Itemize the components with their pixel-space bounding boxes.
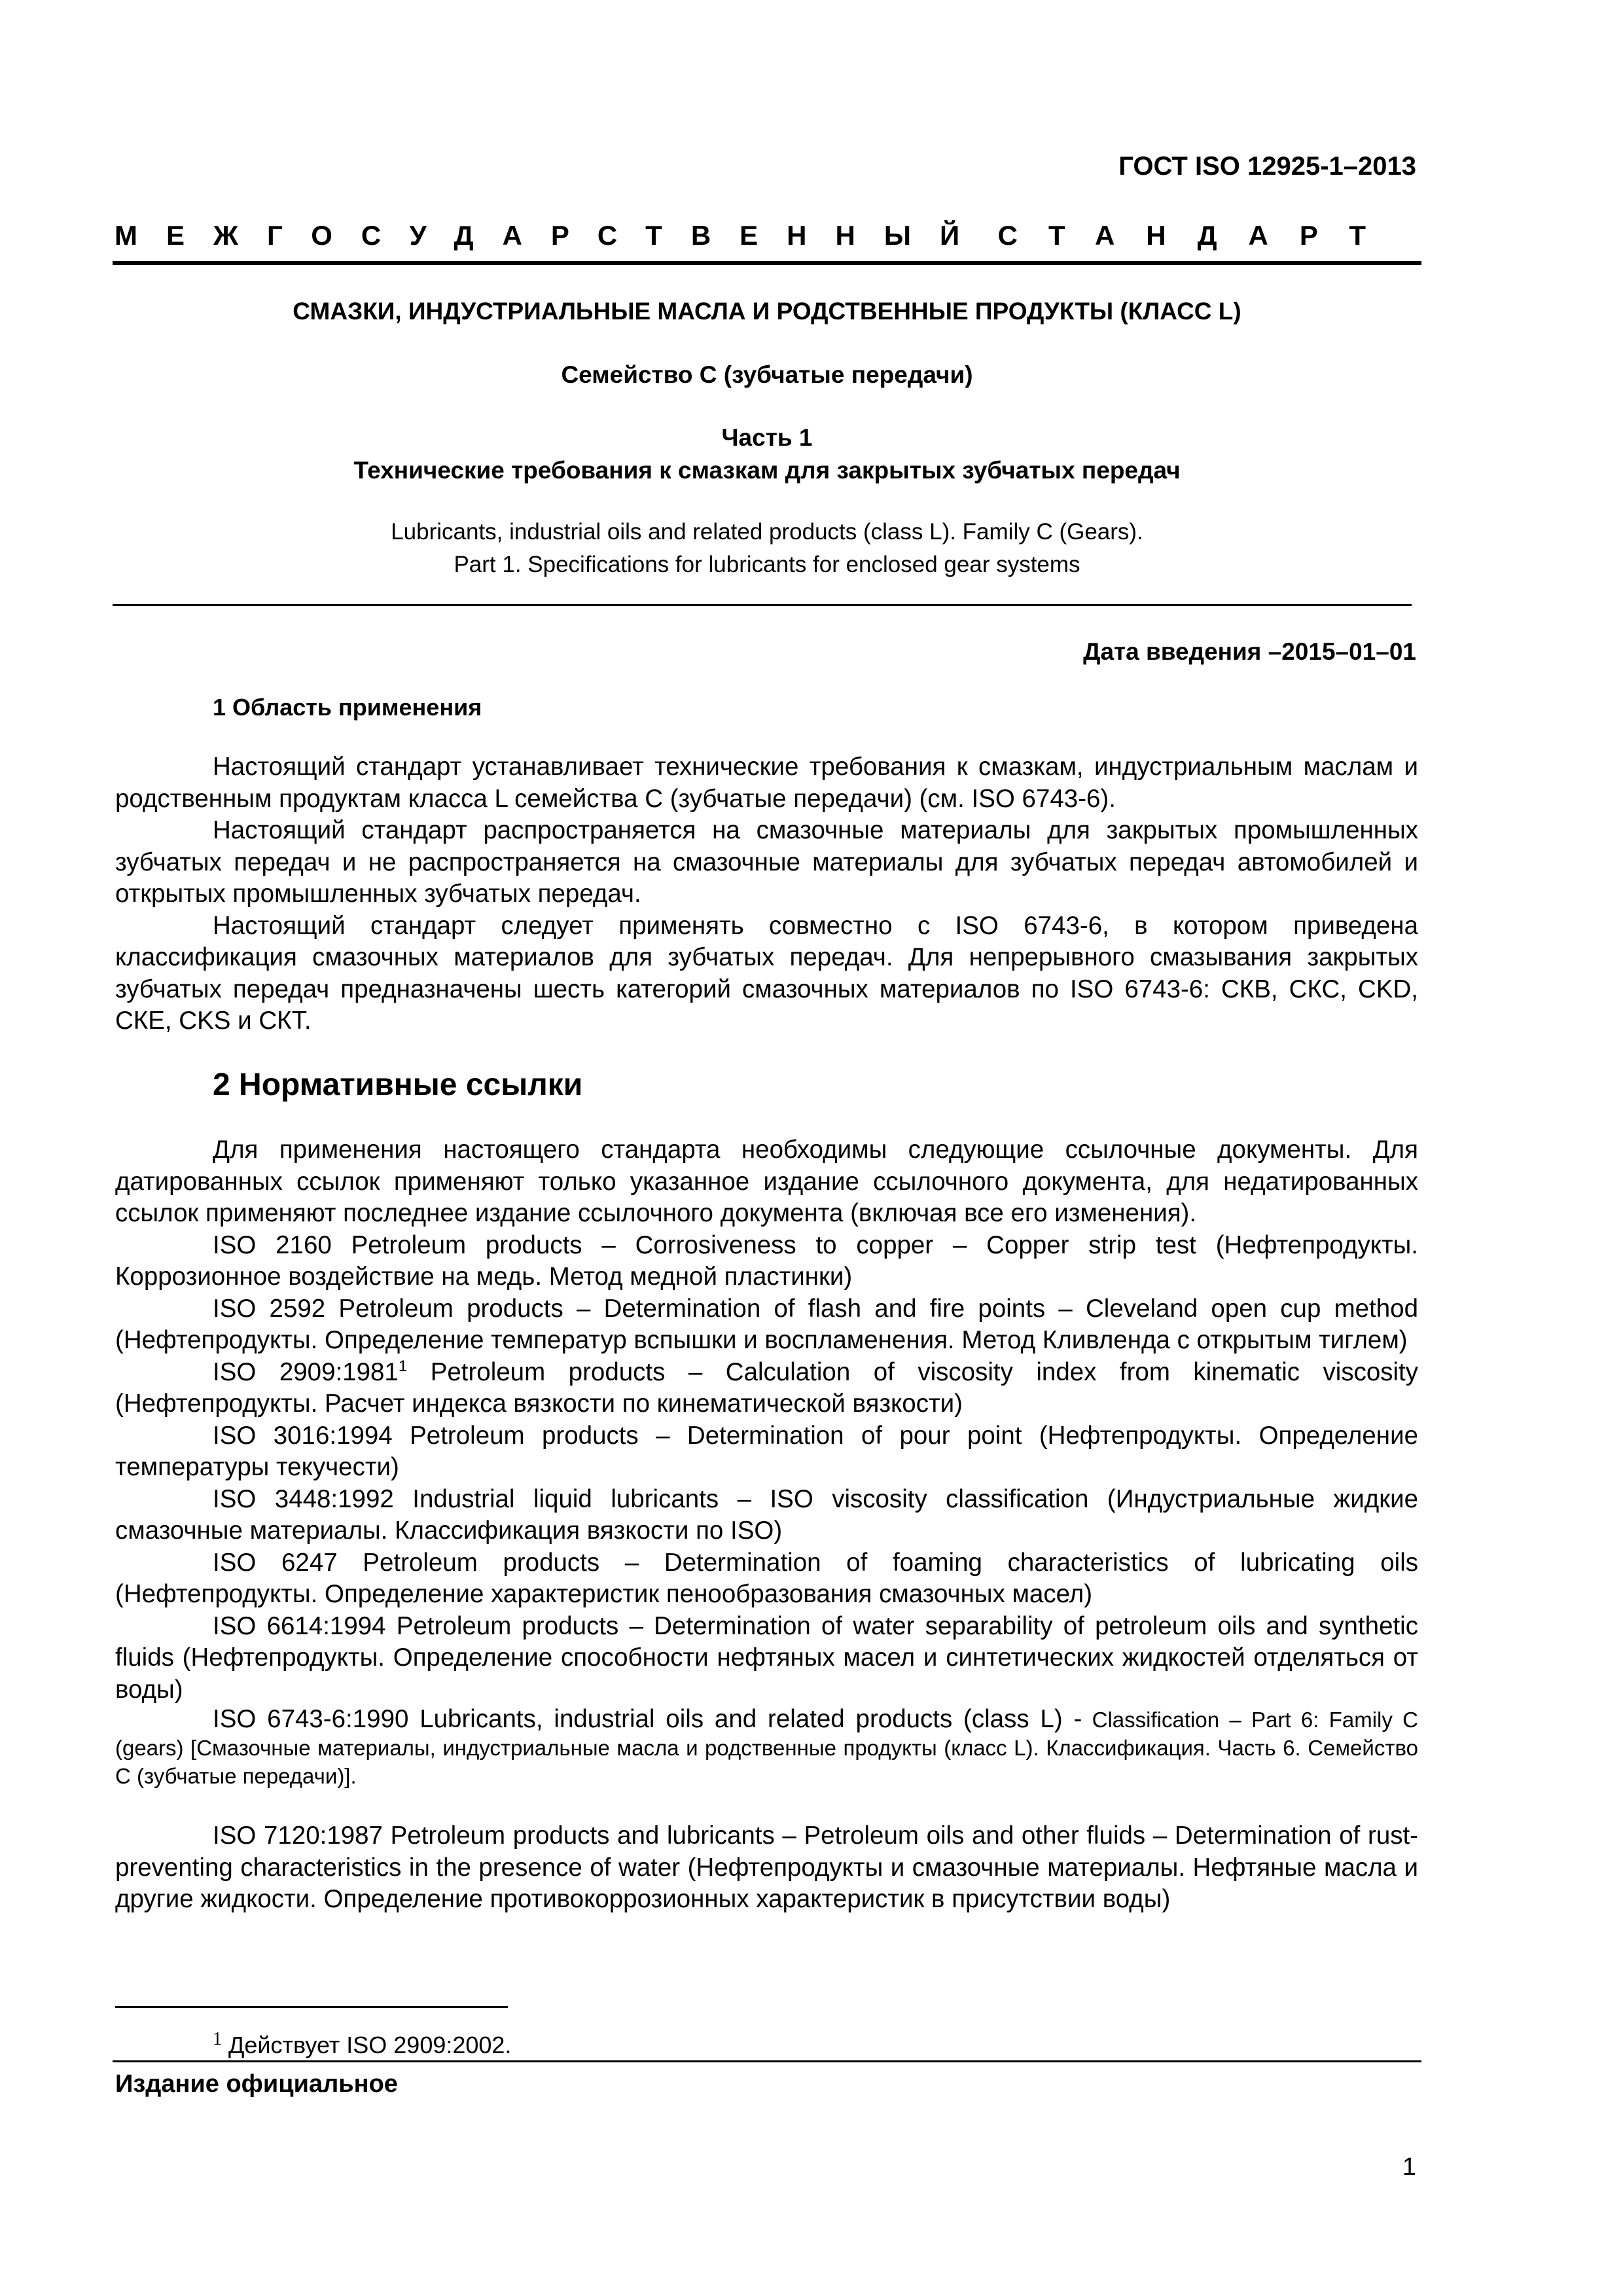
reference-iso2592: ISO 2592 Petroleum products – Determination of flash and fire points – Cleveland open cup method (Нефтепродукты. Определение температур вспышки и воспламенения. Метод Кливленда с открытым тиглем) xyxy=(115,1294,1418,1354)
section1-paragraph: Настоящий стандарт следует применять совместно с ISO 6743-6, в котором приведена классификация смазочных материалов для зубчатых передач. Для непрерывного смазывания закрытых зубчатых передач предназначены шесть категорий смазочных материалов по ISO 6743-6: СКВ, СКС, CKD, СКЕ, CKS и СКТ. xyxy=(115,911,1418,1035)
english-title-line2: Part 1. Specifications for lubricants for enclosed gear systems xyxy=(454,552,1080,577)
reference-iso2909 xyxy=(115,1357,1418,1420)
reference-iso6743-main: ISO 6743-6:1990 Lubricants, industrial oils and related products (class L) - xyxy=(213,1705,1082,1733)
section1-paragraph: Настоящий стандарт распространяется на смазочные материалы для закрытых промышленных зубчатых передач и не распространяется на смазочные материалы для зубчатых передач автомобилей и открытых промышленных зубчатых передач. xyxy=(115,816,1418,908)
reference-iso6614: ISO 6614:1994 Petroleum products – Determination of water separability of petroleum oils and synthetic fluids (Нефтепродукты. Определение способности нефтяных масел и синтетических жидкостей отделяться от воды) xyxy=(115,1611,1418,1704)
banner-right: СТАНДАРТ xyxy=(997,220,1397,251)
document-part: Часть 1 xyxy=(721,424,813,451)
header-rule xyxy=(113,261,1421,265)
reference-iso2909-title: Petroleum products – Calculation of viscosity index from kinematic viscosity (Нефтепродукты. Расчет индекса вязкости по кинематической вязкости) xyxy=(115,1357,1418,1418)
document-title: СМАЗКИ, ИНДУСТРИАЛЬНЫЕ МАСЛА И РОДСТВЕННЫЕ ПРОДУКТЫ (КЛАСС L) xyxy=(293,298,1241,325)
reference-iso3016: ISO 3016:1994 Petroleum products – Determination of pour point (Нефтепродукты. Определение температуры текучести) xyxy=(115,1421,1418,1481)
footnote xyxy=(213,2029,511,2059)
reference-iso7120: ISO 7120:1987 Petroleum products and lubricants – Petroleum oils and other fluids – Determination of rust-preventing characteristics in the presence of water (Нефтепродукты и смазочные материалы. Нефтяные масла и другие жидкости. Определение противокоррозионных характеристик в присутствии воды) xyxy=(115,1821,1418,1913)
introduction-date: Дата введения –2015–01–01 xyxy=(1083,638,1416,665)
footer-rule xyxy=(113,2060,1421,2062)
standard-number: ГОСТ ISO 12925-1–2013 xyxy=(1118,152,1416,181)
section1-body xyxy=(115,751,1418,1037)
footnote-marker: 1 xyxy=(398,1357,408,1375)
reference-iso2160: ISO 2160 Petroleum products – Corrosiveness to copper – Copper strip test (Нефтепродукты. Коррозионное воздействие на медь. Метод медной пластинки) xyxy=(115,1230,1418,1291)
footnote-mark: 1 xyxy=(213,2029,222,2049)
document-family: Семейство С (зубчатые передачи) xyxy=(561,361,973,388)
reference-iso6743 xyxy=(115,1706,1418,1790)
page-number: 1 xyxy=(1402,2153,1416,2181)
section1-heading: 1 Область применения xyxy=(213,694,482,721)
section1-paragraph: Настоящий стандарт устанавливает технические требования к смазкам, индустриальным маслам и родственным продуктам класса L семейства С (зубчатые передачи) (см. ISO 6743-6). xyxy=(115,753,1418,813)
reference-iso6743-small: Classification – Part 6: Family C (gears) [Смазочные материалы, индустриальные масла и родственные продукты (класс L). Классификация. Часть 6. Семейство С (зубчатые передачи)]. xyxy=(115,1708,1418,1788)
section2-body xyxy=(115,1134,1418,1916)
banner-left: МЕЖГОСУДАРСТВЕННЫЙ xyxy=(115,220,989,251)
footnote-text: Действует ISO 2909:2002. xyxy=(228,2032,512,2058)
interstate-standard-banner xyxy=(115,220,1423,251)
official-edition-label: Издание официальное xyxy=(115,2070,398,2098)
title-rule xyxy=(113,604,1412,606)
section2-heading: 2 Нормативные ссылки xyxy=(213,1067,583,1102)
reference-iso2909-code: ISO 2909:1981 xyxy=(213,1357,399,1386)
english-title-line1: Lubricants, industrial oils and related products (class L). Family C (Gears). xyxy=(391,519,1143,545)
section2-intro: Для применения настоящего стандарта необходимы следующие ссылочные документы. Для датированных ссылок применяют только указанное издание ссылочного документа, для недатированных ссылок применяют последнее издание ссылочного документа (включая все его изменения). xyxy=(115,1136,1418,1227)
reference-iso6247: ISO 6247 Petroleum products – Determination of foaming characteristics of lubricating oils (Нефтепродукты. Определение характеристик пенообразования смазочных масел) xyxy=(115,1548,1418,1608)
footnote-rule xyxy=(115,2006,508,2008)
reference-iso3448: ISO 3448:1992 Industrial liquid lubricants – ISO viscosity classification (Индустриальные жидкие смазочные материалы. Классификация вязкости по ISO) xyxy=(115,1484,1418,1545)
document-part-title: Технические требования к смазкам для закрытых зубчатых передач xyxy=(353,457,1181,484)
